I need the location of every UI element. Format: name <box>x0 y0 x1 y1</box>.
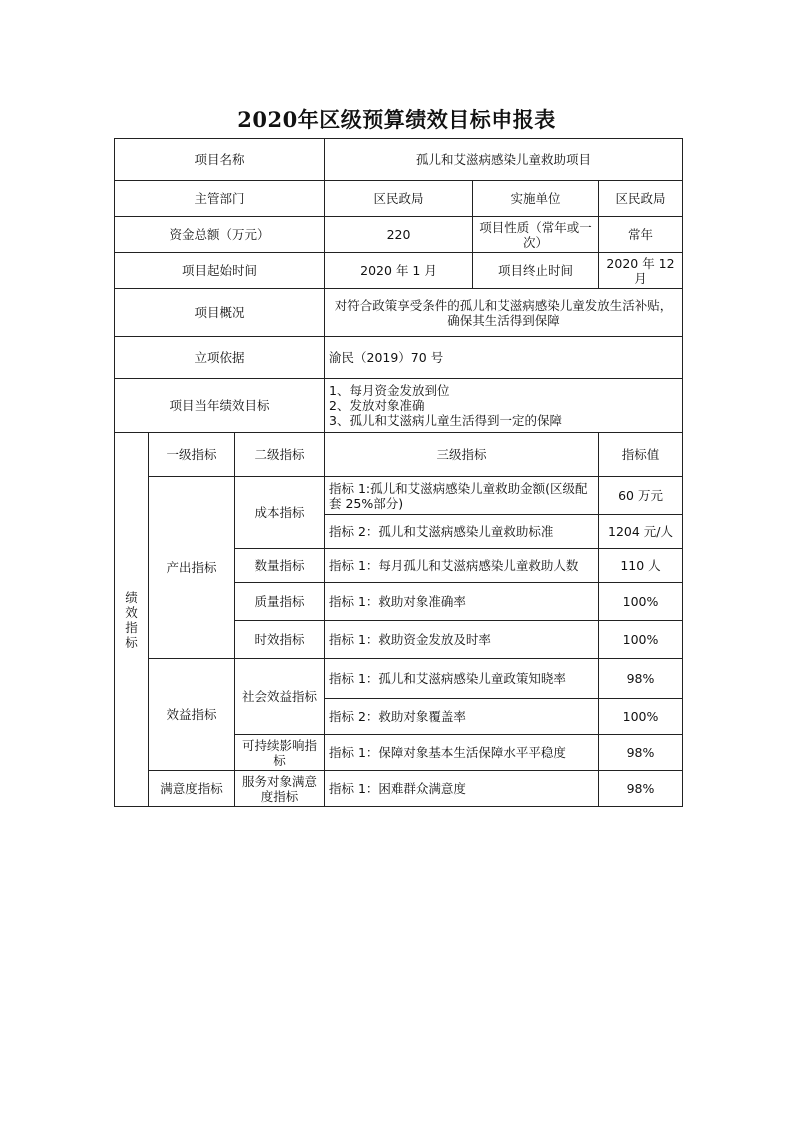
end-value: 2020 年 12 月 <box>599 253 683 289</box>
indicator-text: 指标 1：救助资金发放及时率 <box>325 621 599 659</box>
table-row <box>115 771 683 807</box>
table-row <box>115 477 683 515</box>
indicator-text: 指标 1：困难群众满意度 <box>325 771 599 807</box>
page-title: 2020年区级预算绩效目标申报表 <box>237 107 556 132</box>
indicator-text: 指标 1：孤儿和艾滋病感染儿童政策知晓率 <box>325 659 599 699</box>
quantity-indicator-label: 数量指标 <box>235 549 325 583</box>
indicator-text: 指标 1：每月孤儿和艾滋病感染儿童救助人数 <box>325 549 599 583</box>
indicator-value: 1204 元/人 <box>599 515 683 549</box>
cost-indicator-label: 成本指标 <box>235 477 325 549</box>
timeliness-indicator-label: 时效指标 <box>235 621 325 659</box>
indicator-value: 110 人 <box>599 549 683 583</box>
goals-label: 项目当年绩效目标 <box>115 379 325 433</box>
funds-value: 220 <box>325 217 473 253</box>
dept-value: 区民政局 <box>325 181 473 217</box>
overview-label: 项目概况 <box>115 289 325 337</box>
header-level2: 二级指标 <box>235 433 325 477</box>
table-row <box>115 659 683 699</box>
row-funds <box>115 217 683 253</box>
performance-indicators-label: 绩 效 指 标 <box>115 433 149 807</box>
start-label: 项目起始时间 <box>115 253 325 289</box>
nature-label: 项目性质（常年或一次） <box>473 217 599 253</box>
dept-label: 主管部门 <box>115 181 325 217</box>
social-benefit-label: 社会效益指标 <box>235 659 325 735</box>
project-name-value: 孤儿和艾滋病感染儿童救助项目 <box>325 139 683 181</box>
start-value: 2020 年 1 月 <box>325 253 473 289</box>
indicator-value: 60 万元 <box>599 477 683 515</box>
row-period <box>115 253 683 289</box>
service-satisfaction-label: 服务对象满意度指标 <box>235 771 325 807</box>
goal-item: 2、发放对象准确 <box>329 398 425 413</box>
header-value: 指标值 <box>599 433 683 477</box>
goal-item: 1、每月资金发放到位 <box>329 383 450 398</box>
end-label: 项目终止时间 <box>473 253 599 289</box>
indicator-value: 100% <box>599 621 683 659</box>
indicator-text: 指标 1：保障对象基本生活保障水平平稳度 <box>325 735 599 771</box>
row-basis <box>115 337 683 379</box>
quality-indicator-label: 质量指标 <box>235 583 325 621</box>
indicator-text: 指标 2：孤儿和艾滋病感染儿童救助标准 <box>325 515 599 549</box>
header-level1: 一级指标 <box>149 433 235 477</box>
header-level3: 三级指标 <box>325 433 599 477</box>
nature-value: 常年 <box>599 217 683 253</box>
budget-performance-table <box>114 138 683 807</box>
indicator-text: 指标 1:孤儿和艾滋病感染儿童救助金额(区级配套 25%部分) <box>325 477 599 515</box>
row-overview <box>115 289 683 337</box>
indicator-value: 100% <box>599 699 683 735</box>
indicator-text: 指标 2：救助对象覆盖率 <box>325 699 599 735</box>
indicator-value: 98% <box>599 771 683 807</box>
output-indicator-label: 产出指标 <box>149 477 235 659</box>
impl-unit-value: 区民政局 <box>599 181 683 217</box>
row-project-name <box>115 139 683 181</box>
basis-label: 立项依据 <box>115 337 325 379</box>
satisfaction-indicator-label: 满意度指标 <box>149 771 235 807</box>
indicator-text: 指标 1：救助对象准确率 <box>325 583 599 621</box>
basis-value: 渝民（2019）70 号 <box>325 337 683 379</box>
indicator-value: 98% <box>599 659 683 699</box>
project-name-label: 项目名称 <box>115 139 325 181</box>
sustainable-impact-label: 可持续影响指标 <box>235 735 325 771</box>
goal-item: 3、孤儿和艾滋病儿童生活得到一定的保障 <box>329 413 562 428</box>
benefit-indicator-label: 效益指标 <box>149 659 235 771</box>
impl-unit-label: 实施单位 <box>473 181 599 217</box>
row-goals <box>115 379 683 433</box>
row-department <box>115 181 683 217</box>
indicator-value: 100% <box>599 583 683 621</box>
overview-value: 对符合政策享受条件的孤儿和艾滋病感染儿童发放生活补贴，确保其生活得到保障 <box>325 289 683 337</box>
goals-value <box>325 379 683 433</box>
funds-label: 资金总额（万元） <box>115 217 325 253</box>
row-indicator-headers <box>115 433 683 477</box>
indicator-value: 98% <box>599 735 683 771</box>
